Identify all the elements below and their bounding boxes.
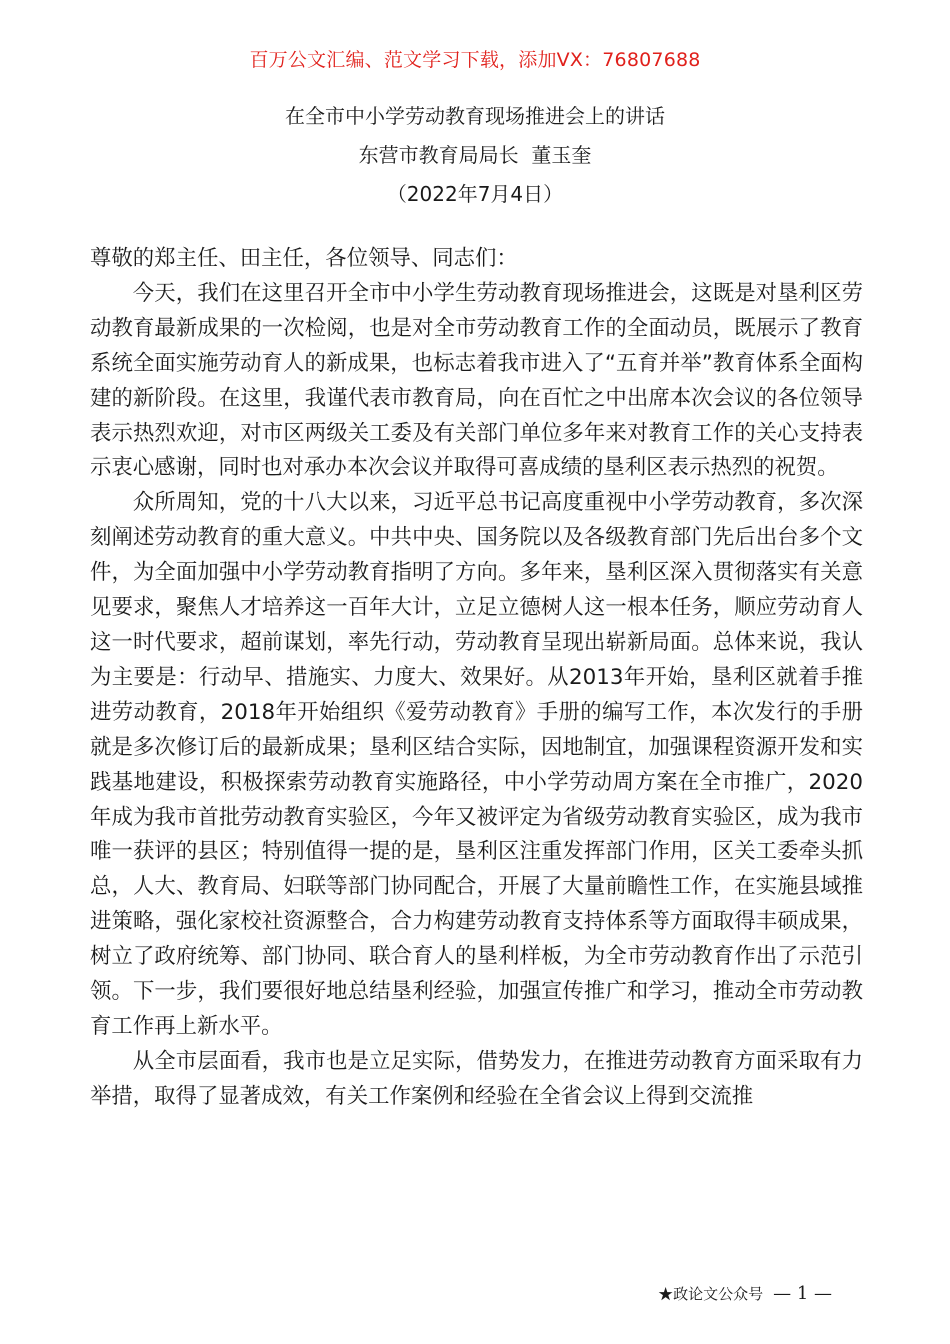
page-footer bbox=[658, 1283, 832, 1305]
speech-body bbox=[90, 242, 863, 1115]
page-number: — 1 — bbox=[773, 1283, 832, 1304]
paragraph: 今天，我们在这里召开全市中小学生劳动教育现场推进会，这既是对垦利区劳动教育最新成果的一次检阅，也是对全市劳动教育工作的全面动员，既展示了教育系统全面实施劳动育人的新成果，也标志着我市进入了“五育并举”教育体系全面构建的新阶段。在这里，我谨代表市教育局，向在百忙之中出席本次会议的各位领导表示热烈欢迎，对市区两级关工委及有关部门单位多年来对教育工作的关心支持表示衷心感谢，同时也对承办本次会议并取得可喜成绩的垦利区表示热烈的祝贺。 bbox=[90, 280, 863, 481]
speech-header bbox=[0, 97, 950, 214]
speech-title: 在全市中小学劳动教育现场推进会上的讲话 bbox=[285, 104, 665, 128]
speaker-line: 东营市教育局局长 董玉奎 bbox=[358, 143, 592, 167]
footer-source: ★政论文公众号 bbox=[658, 1285, 764, 1303]
paragraph: 众所周知，党的十八大以来，习近平总书记高度重视中小学劳动教育，多次深刻阐述劳动教育的重大意义。中共中央、国务院以及各级教育部门先后出台多个文件，为全面加强中小学劳动教育指明了方向。多年来，垦利区深入贯彻落实有关意见要求，聚焦人才培养这一百年大计，立足立德树人这一根本任务，顺应劳动育人这一时代要求，超前谋划，率先行动，劳动教育呈现出崭新局面。总体来说，我认为主要是：行动早、措施实、力度大、效果好。从2013年开始，垦利区就着手推进劳动教育，2018年开始组织《爱劳动教育》手册的编写工作，本次发行的手册就是多次修订后的最新成果；垦利区结合实际，因地制宜，加强课程资源开发和实践基地建设，积极探索劳动教育实施路径，中小学劳动周方案在全市推广，2020年成为我市首批劳动教育实验区，今年又被评定为省级劳动教育实验区，成为我市唯一获评的县区；特别值得一提的是，垦利区注重发挥部门作用，区关工委牵头抓总，人大、教育局、妇联等部门协同配合，开展了大量前瞻性工作，在实施县域推进策略，强化家校社资源整合，合力构建劳动教育支持体系等方面取得丰硕成果，树立了政府统筹、部门协同、联合育人的垦利样板，为全市劳动教育作出了示范引领。下一步，我们要很好地总结垦利经验，加强宣传推广和学习，推动全市劳动教育工作再上新水平。 bbox=[90, 490, 863, 1039]
paragraph: 从全市层面看，我市也是立足实际，借势发力，在推进劳动教育方面采取有力举措，取得了显著成效，有关工作案例和经验在全省会议上得到交流推 bbox=[90, 1048, 863, 1109]
salutation: 尊敬的郑主任、田主任，各位领导、同志们： bbox=[90, 246, 518, 271]
speech-date: （2022年7月4日） bbox=[386, 182, 564, 206]
watermark-banner: 百万公文汇编、范文学习下载，添加VX：76807688 bbox=[249, 49, 701, 71]
